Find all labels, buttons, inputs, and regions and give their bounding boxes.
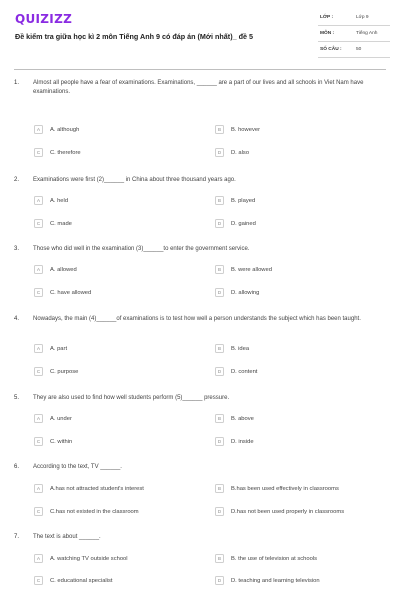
answer-option-c[interactable]: [34, 507, 204, 517]
answer-option-b[interactable]: [215, 484, 385, 494]
answer-option-c[interactable]: [34, 576, 204, 586]
question-text: Those who did well in the examination (3)______to enter the government service.: [33, 246, 250, 252]
option-letter-box: C: [34, 576, 43, 585]
option-letter-box: B: [215, 196, 224, 205]
answer-option-c[interactable]: [34, 367, 204, 377]
option-text: D.has not been used properly in classrooms: [231, 508, 345, 515]
question-text: The text is about ______.: [33, 534, 101, 540]
option-letter-box: D: [215, 219, 224, 228]
meta-row-grade: [318, 11, 390, 26]
answer-option-c[interactable]: [34, 437, 204, 447]
meta-label: SỐ CÂU :: [320, 47, 342, 52]
question-number: 5.: [14, 395, 20, 401]
option-text: A.has not attracted student's interest: [50, 485, 144, 492]
meta-value: Lớp 9: [356, 15, 369, 20]
option-text: D. gained: [231, 220, 256, 227]
option-letter-box: A: [34, 196, 43, 205]
answer-option-d[interactable]: [215, 148, 385, 158]
question-text: They are also used to find how well students perform (5)______ pressure.: [33, 395, 230, 401]
question-text: Examinations were first (2)______ in China about three thousand years ago.: [33, 177, 236, 183]
answer-option-a[interactable]: [34, 554, 204, 564]
option-text: C. educational specialist: [50, 577, 113, 584]
meta-label: LỚP :: [320, 15, 334, 20]
option-text: C. have allowed: [50, 289, 92, 296]
option-text: B.has been used effectively in classrooms: [231, 485, 339, 492]
answer-option-d[interactable]: [215, 576, 385, 586]
quizizz-logo: QUIZIZZ: [15, 12, 73, 26]
option-letter-box: D: [215, 576, 224, 585]
option-text: C. purpose: [50, 368, 79, 375]
option-text: D. also: [231, 149, 250, 156]
answer-option-d[interactable]: [215, 219, 385, 229]
meta-row-question-count: [318, 43, 390, 58]
option-text: A. watching TV outside school: [50, 555, 128, 562]
option-text: A. under: [50, 415, 72, 422]
question-text: According to the text, TV ______.: [33, 464, 122, 470]
option-letter-box: D: [215, 148, 224, 157]
option-letter-box: A: [34, 125, 43, 134]
question-number: 6.: [14, 464, 20, 470]
answer-option-a[interactable]: [34, 344, 204, 354]
option-text: B. idea: [231, 345, 250, 352]
question-number: 1.: [14, 80, 20, 86]
option-text: C. therefore: [50, 149, 81, 156]
option-text: A. allowed: [50, 266, 77, 273]
option-letter-box: D: [215, 367, 224, 376]
answer-option-a[interactable]: [34, 484, 204, 494]
option-letter-box: C: [34, 507, 43, 516]
option-text: A. part: [50, 345, 68, 352]
answer-option-a[interactable]: [34, 196, 204, 206]
answer-option-c[interactable]: [34, 288, 204, 298]
option-text: D. inside: [231, 438, 254, 445]
meta-label: MÔN :: [320, 31, 335, 36]
option-text: C.has not existed in the classroom: [50, 508, 139, 515]
question-number: 7.: [14, 534, 20, 540]
option-letter-box: C: [34, 148, 43, 157]
option-letter-box: A: [34, 414, 43, 423]
answer-option-b[interactable]: [215, 125, 385, 135]
option-text: C. within: [50, 438, 73, 445]
option-letter-box: D: [215, 288, 224, 297]
option-letter-box: A: [34, 265, 43, 274]
option-letter-box: A: [34, 554, 43, 563]
option-text: B. however: [231, 126, 260, 133]
option-text: A. held: [50, 197, 69, 204]
option-letter-box: B: [215, 554, 224, 563]
answer-option-b[interactable]: [215, 414, 385, 424]
option-letter-box: C: [34, 288, 43, 297]
option-letter-box: B: [215, 484, 224, 493]
question-text: Almost all people have a fear of examinations. Examinations, ______ are a part of our lives and all schools in Viet Nam have examinations.: [33, 80, 364, 95]
option-text: A. although: [50, 126, 80, 133]
answer-option-c[interactable]: [34, 219, 204, 229]
meta-row-subject: [318, 27, 390, 42]
option-letter-box: B: [215, 414, 224, 423]
answer-option-b[interactable]: [215, 265, 385, 275]
option-letter-box: C: [34, 367, 43, 376]
meta-value: Tiếng Anh: [356, 31, 378, 36]
option-letter-box: C: [34, 219, 43, 228]
option-letter-box: D: [215, 507, 224, 516]
question-number: 2.: [14, 177, 20, 183]
header-divider: [14, 69, 386, 70]
answer-option-c[interactable]: [34, 148, 204, 158]
option-letter-box: B: [215, 265, 224, 274]
question-number: 3.: [14, 246, 20, 252]
option-text: D. content: [231, 368, 258, 375]
option-letter-box: B: [215, 344, 224, 353]
answer-option-b[interactable]: [215, 344, 385, 354]
option-letter-box: D: [215, 437, 224, 446]
option-text: B. played: [231, 197, 256, 204]
answer-option-d[interactable]: [215, 437, 385, 447]
worksheet-title: Đề kiểm tra giữa học kì 2 môn Tiếng Anh 9 có đáp án (Mới nhất)_ đề 5: [15, 32, 253, 41]
answer-option-d[interactable]: [215, 507, 385, 517]
option-text: B. were allowed: [231, 266, 272, 273]
option-text: B. the use of television at schools: [231, 555, 318, 562]
option-letter-box: B: [215, 125, 224, 134]
answer-option-b[interactable]: [215, 196, 385, 206]
answer-option-d[interactable]: [215, 367, 385, 377]
option-text: D. allowing: [231, 289, 260, 296]
meta-value: 50: [356, 47, 362, 52]
option-letter-box: A: [34, 484, 43, 493]
question-text: Nowadays, the main (4)______of examinations is to test how well a person understands the subject which has been taught.: [33, 316, 361, 322]
option-text: D. teaching and learning television: [231, 577, 320, 584]
answer-option-a[interactable]: [34, 414, 204, 424]
answer-option-a[interactable]: [34, 265, 204, 275]
question-number: 4.: [14, 316, 20, 322]
answer-option-d[interactable]: [215, 288, 385, 298]
option-text: B. above: [231, 415, 254, 422]
answer-option-a[interactable]: [34, 125, 204, 135]
option-text: C. made: [50, 220, 72, 227]
option-letter-box: A: [34, 344, 43, 353]
answer-option-b[interactable]: [215, 554, 385, 564]
option-letter-box: C: [34, 437, 43, 446]
